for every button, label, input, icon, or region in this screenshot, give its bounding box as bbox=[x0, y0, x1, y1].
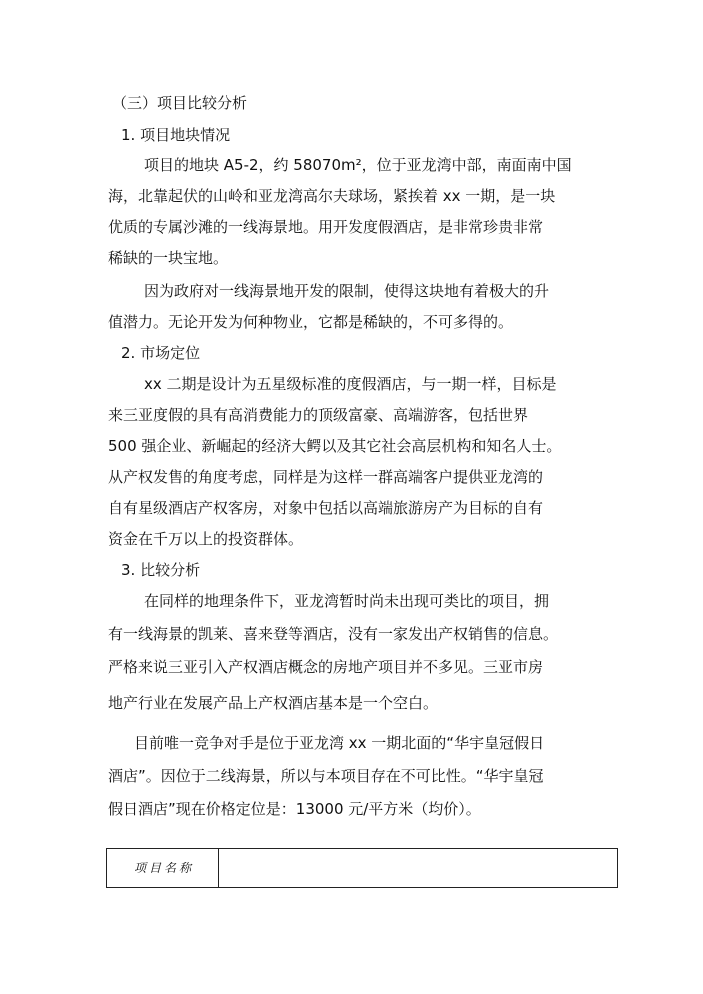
text-line: 资金在千万以上的投资群体。 bbox=[108, 530, 304, 548]
text-line: 来三亚度假的具有高消费能力的顶级富豪、高端游客，包括世界 bbox=[108, 406, 529, 424]
text-line: 海，北靠起伏的山岭和亚龙湾高尔夫球场，紧挨着 xx 一期，是一块 bbox=[108, 187, 556, 205]
text-line: 优质的专属沙滩的一线海景地。用开发度假酒店，是非常珍贵非常 bbox=[108, 218, 544, 236]
project-table bbox=[106, 848, 618, 888]
table-right-border bbox=[617, 849, 618, 887]
subsection-1-heading: 1. 项目地块情况 bbox=[121, 126, 231, 144]
text-line: 酒店”。因位于二线海景，所以与本项目存在不可比性。“华宇皇冠 bbox=[108, 767, 544, 785]
text-line: 因为政府对一线海景地开发的限制，使得这块地有着极大的升 bbox=[144, 282, 550, 300]
text-line: 严格来说三亚引入产权酒店概念的房地产项目并不多见。三亚市房 bbox=[108, 658, 544, 676]
table-left-border bbox=[106, 849, 107, 887]
text-line: 目前唯一竞争对手是位于亚龙湾 xx 一期北面的“华宇皇冠假日 bbox=[134, 734, 545, 752]
text-line: 值潜力。无论开发为何种物业，它都是稀缺的，不可多得的。 bbox=[108, 313, 514, 331]
table-header-cell: 项目名称 bbox=[134, 861, 195, 875]
text-line: 假日酒店”现在价格定位是：13000 元/平方米（均价）。 bbox=[108, 800, 481, 818]
subsection-3-heading: 3. 比较分析 bbox=[121, 561, 201, 579]
section-title: （三）项目比较分析 bbox=[112, 94, 248, 112]
text-line: 从产权发售的角度考虑，同样是为这样一群高端客户提供亚龙湾的 bbox=[108, 468, 544, 486]
text-line: 有一线海景的凯莱、喜来登等酒店，没有一家发出产权销售的信息。 bbox=[108, 625, 559, 643]
text-line: 项目的地块 A5-2，约 58070m²，位于亚龙湾中部，南面南中国 bbox=[144, 156, 572, 174]
text-line: 自有星级酒店产权客房，对象中包括以高端旅游房产为目标的自有 bbox=[108, 499, 544, 517]
subsection-2-heading: 2. 市场定位 bbox=[121, 344, 201, 362]
text-line: 500 强企业、新崛起的经济大鳄以及其它社会高层机构和知名人士。 bbox=[108, 437, 562, 455]
text-line: 在同样的地理条件下，亚龙湾暂时尚未出现可类比的项目，拥 bbox=[144, 592, 550, 610]
table-column-divider bbox=[218, 849, 219, 887]
text-line: xx 二期是设计为五星级标准的度假酒店，与一期一样，目标是 bbox=[144, 375, 557, 393]
text-line: 稀缺的一块宝地。 bbox=[108, 249, 229, 267]
text-line: 地产行业在发展产品上产权酒店基本是一个空白。 bbox=[108, 694, 439, 712]
